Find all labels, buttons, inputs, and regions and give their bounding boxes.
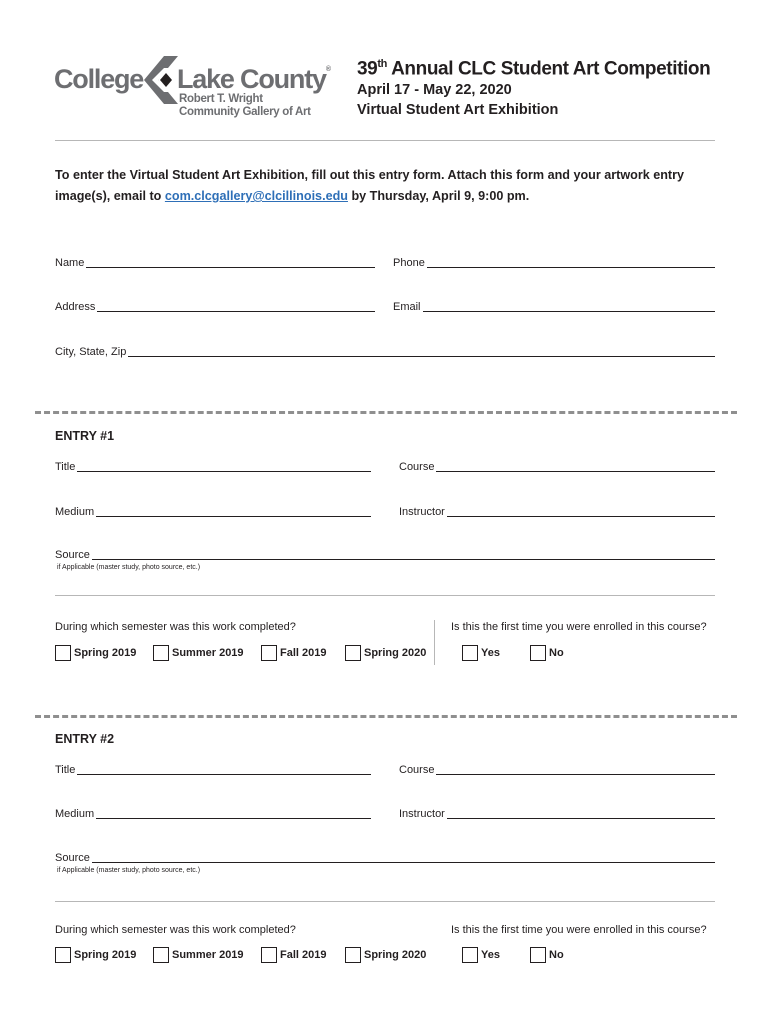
- title-field[interactable]: Title: [55, 762, 371, 776]
- first-time-question: Is this the first time you were enrolled in this course?: [451, 621, 707, 633]
- checkbox-spring-2019[interactable]: Spring 2019: [55, 645, 136, 661]
- header-rule: [55, 140, 715, 141]
- city-state-zip-field[interactable]: City, State, Zip: [55, 344, 715, 358]
- title-field[interactable]: Title: [55, 459, 371, 473]
- medium-field[interactable]: Medium: [55, 806, 371, 820]
- entry-heading: ENTRY #2: [55, 732, 115, 746]
- phone-field[interactable]: Phone: [393, 255, 715, 269]
- medium-field[interactable]: Medium: [55, 504, 371, 518]
- checkbox-spring-2020[interactable]: Spring 2020: [345, 645, 426, 661]
- semester-question: During which semester was this work completed?: [55, 924, 296, 936]
- checkbox-yes[interactable]: Yes: [462, 645, 500, 661]
- checkbox-fall-2019[interactable]: Fall 2019: [261, 645, 326, 661]
- course-field[interactable]: Course: [399, 459, 715, 473]
- source-field[interactable]: Source: [55, 850, 715, 864]
- checkbox-no[interactable]: No: [530, 947, 564, 963]
- source-field[interactable]: Source: [55, 547, 715, 561]
- checkbox-spring-2020[interactable]: Spring 2020: [345, 947, 426, 963]
- instructor-field[interactable]: Instructor: [399, 504, 715, 518]
- checkbox-no[interactable]: No: [530, 645, 564, 661]
- source-note: if Applicable (master study, photo source, etc.): [57, 564, 201, 571]
- page-title: 39th Annual CLC Student Art Competition: [357, 58, 711, 80]
- email-link[interactable]: com.clcgallery@clcillinois.edu: [164, 189, 348, 203]
- intro-text: To enter the Virtual Student Art Exhibition, fill out this entry form. Attach this form and your artwork entry image(s), email to com.clcgallery@clcillinois.edu by Thursday, April 9, 9:00 pm.: [55, 168, 685, 203]
- section-divider: [35, 411, 737, 414]
- semester-question: During which semester was this work completed?: [55, 621, 296, 633]
- event-dates: April 17 - May 22, 2020: [357, 82, 512, 98]
- entry-rule: [55, 595, 715, 596]
- source-note: if Applicable (master study, photo source, etc.): [57, 867, 201, 874]
- checkbox-spring-2019[interactable]: Spring 2019: [55, 947, 136, 963]
- email-field[interactable]: Email: [393, 299, 715, 313]
- checkbox-summer-2019[interactable]: Summer 2019: [153, 947, 244, 963]
- first-time-question: Is this the first time you were enrolled in this course?: [451, 924, 707, 936]
- logo-lake-county: Lake County®: [177, 64, 330, 94]
- logo-line2: Community Gallery of Art: [179, 106, 311, 118]
- name-field[interactable]: Name: [55, 255, 375, 269]
- section-divider: [35, 715, 737, 718]
- event-subtitle: Virtual Student Art Exhibition: [357, 102, 559, 118]
- checkbox-summer-2019[interactable]: Summer 2019: [153, 645, 244, 661]
- address-field[interactable]: Address: [55, 299, 375, 313]
- logo-mark-icon: [140, 54, 180, 106]
- entry-rule: [55, 901, 715, 902]
- course-field[interactable]: Course: [399, 762, 715, 776]
- checkbox-yes[interactable]: Yes: [462, 947, 500, 963]
- question-separator: [434, 620, 435, 665]
- logo-college: College: [54, 64, 144, 94]
- instructor-field[interactable]: Instructor: [399, 806, 715, 820]
- checkbox-fall-2019[interactable]: Fall 2019: [261, 947, 326, 963]
- entry-heading: ENTRY #1: [55, 429, 115, 443]
- logo-line1: Robert T. Wright: [179, 93, 263, 105]
